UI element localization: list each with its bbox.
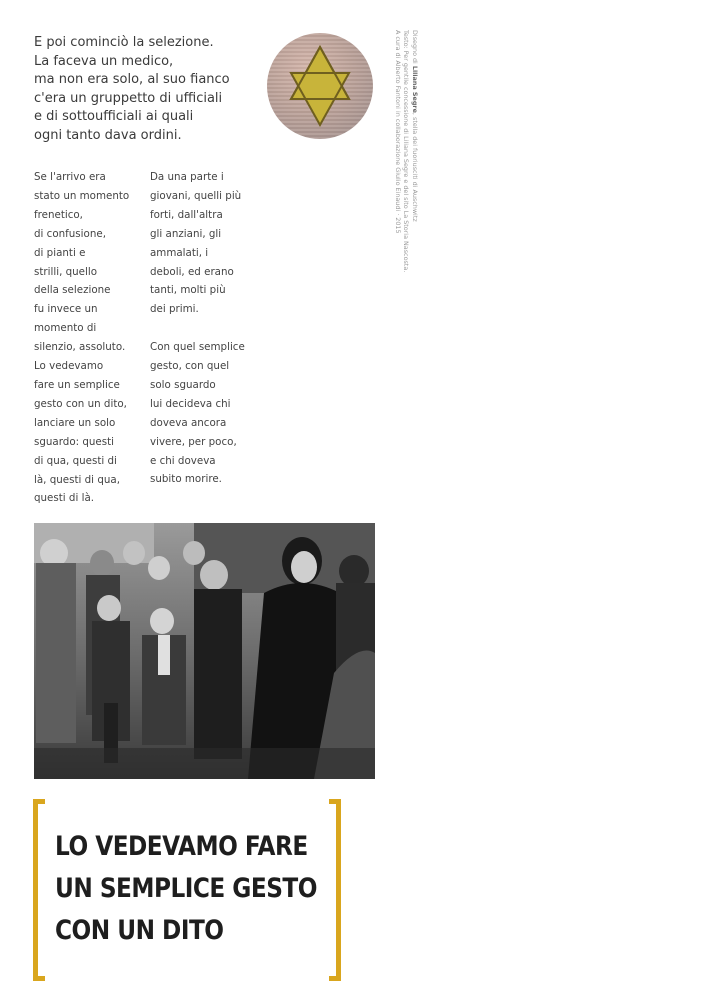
headline-bracket-right [329, 799, 341, 981]
left-text-column [34, 168, 149, 508]
headline-line: UN SEMPLICE GESTO [55, 873, 317, 904]
intro-line: e di sottoufficiali ai quali [34, 109, 194, 125]
intro-line: ma non era solo, al suo fianco [34, 72, 230, 88]
column-line: giovani, quelli più [150, 189, 242, 202]
credit-line: A cura di Alberto Fantoni in collaborazione Giulio Einaudi · 2015 [394, 30, 402, 234]
star-badge [267, 33, 373, 139]
column-line: subito morire. [150, 473, 222, 486]
credit-author: Liliana Segre [411, 65, 419, 113]
column-line: doveva ancora [150, 416, 227, 429]
column-line: là, questi di qua, [34, 473, 120, 486]
intro-line: c'era un gruppetto di ufficiali [34, 90, 223, 106]
column-line: Da una parte i [150, 171, 224, 183]
column-line: vivere, per poco, [150, 435, 237, 448]
column-line: stato un momento [34, 189, 130, 202]
yellow-star-of-david-icon [267, 33, 373, 139]
column-line: frenetico, [34, 208, 83, 221]
column-line: dei primi. [150, 303, 199, 316]
selection-photo-illustration [34, 523, 375, 779]
headline-line: LO VEDEVAMO FARE [55, 831, 308, 862]
intro-line: La faceva un medico, [34, 53, 174, 69]
column-line: di pianti e [34, 246, 86, 259]
column-line: fu invece un [34, 303, 98, 316]
column-line: tanti, molti più [150, 284, 226, 297]
credit-line: Testo: Per gentile concessione di Liliana Segre e del sito La Storia Nascosta. [402, 30, 411, 273]
column-line: Con quel semplice [150, 341, 245, 354]
column-line: e chi doveva [150, 454, 216, 467]
column-line: gesto, con quel [150, 360, 230, 373]
column-line: deboli, ed erano [150, 265, 234, 278]
column-line: di confusione, [34, 227, 106, 240]
column-line: solo sguardo [150, 378, 216, 391]
intro-paragraph [34, 34, 274, 146]
column-line: momento di [34, 322, 97, 335]
paragraph-gap [150, 319, 265, 338]
column-line: Se l'arrivo era [34, 171, 106, 183]
headline-line: CON UN DITO [55, 915, 224, 946]
right-text-column [150, 168, 265, 489]
column-line: questi di là. [34, 492, 95, 505]
column-line: lui decideva chi [150, 397, 231, 410]
column-line: Lo vedevamo [34, 360, 104, 373]
column-line: strilli, quello [34, 265, 98, 278]
column-line: sguardo: questi [34, 435, 115, 448]
intro-line: ogni tanto dava ordini. [34, 127, 182, 143]
column-line: gli anziani, gli [150, 227, 222, 240]
headline-bracket-left [33, 799, 45, 981]
column-line: silenzio, assoluto. [34, 341, 126, 354]
column-line: della selezione [34, 284, 111, 297]
historical-photo [34, 523, 375, 779]
column-line: lanciare un solo [34, 416, 116, 429]
column-line: forti, dall'altra [150, 208, 223, 221]
column-line: fare un semplice [34, 378, 120, 391]
column-line: gesto con un dito, [34, 397, 127, 410]
headline-quote [55, 826, 317, 952]
intro-line: E poi cominciò la selezione. [34, 35, 214, 50]
vertical-credit [393, 30, 419, 390]
credit-line: Disegno di Liliana Segre, stella dei fuoriusciti di Auschwitz [411, 30, 419, 222]
column-line: ammalati, i [150, 246, 209, 259]
column-line: di qua, questi di [34, 454, 117, 467]
